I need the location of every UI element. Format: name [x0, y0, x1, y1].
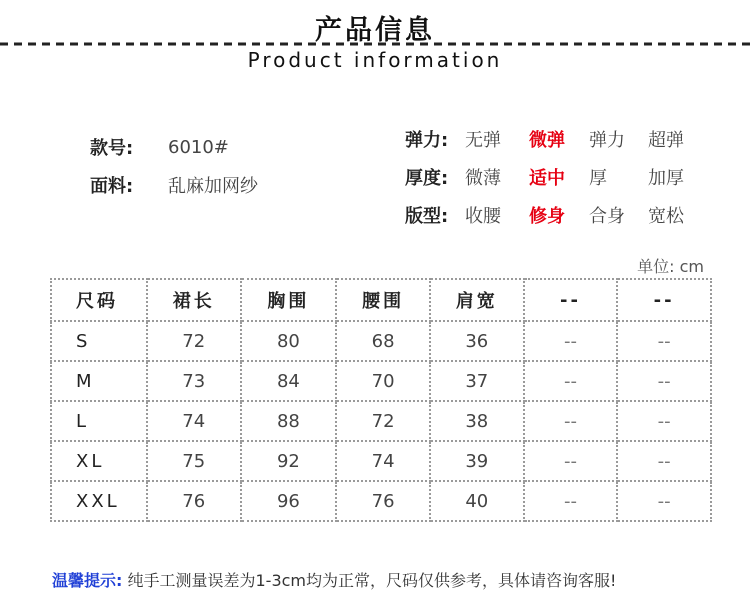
table-header-cell: 裙长 — [147, 279, 241, 321]
table-row — [51, 441, 711, 481]
thickness-option: 厚 — [589, 168, 607, 189]
table-cell: -- — [617, 441, 711, 481]
thickness-option: 加厚 — [648, 168, 684, 189]
table-cell: -- — [524, 401, 618, 441]
table-cell: 92 — [241, 441, 337, 481]
elasticity-option: 无弹 — [465, 130, 501, 151]
table-cell: S — [51, 321, 147, 361]
table-row — [51, 481, 711, 521]
table-cell: -- — [617, 321, 711, 361]
page-subtitle: Product information — [247, 48, 503, 72]
elasticity-option: 弹力 — [589, 130, 625, 151]
table-cell: 38 — [430, 401, 524, 441]
table-cell: 36 — [430, 321, 524, 361]
table-cell: 72 — [147, 321, 241, 361]
table-cell: -- — [524, 361, 618, 401]
size-table — [50, 278, 712, 522]
table-header-cell: 腰围 — [336, 279, 430, 321]
table-cell: 74 — [336, 441, 430, 481]
table-cell: 75 — [147, 441, 241, 481]
table-header-cell: -- — [617, 279, 711, 321]
fit-label: 版型: — [405, 206, 449, 227]
table-cell: XXL — [51, 481, 147, 521]
thickness-option: 微薄 — [465, 168, 501, 189]
tip-label: 温馨提示: — [52, 571, 123, 590]
model-row — [90, 128, 258, 166]
model-value: 6010# — [168, 136, 229, 158]
unit-label: 单位: cm — [637, 257, 704, 276]
table-cell: 76 — [336, 481, 430, 521]
table-cell: -- — [524, 321, 618, 361]
fit-option: 收腰 — [465, 206, 501, 227]
table-header-cell: 肩宽 — [430, 279, 524, 321]
table-cell: 88 — [241, 401, 337, 441]
table-cell: 84 — [241, 361, 337, 401]
table-cell: M — [51, 361, 147, 401]
table-cell: 73 — [147, 361, 241, 401]
table-cell: 96 — [241, 481, 337, 521]
fit-option: 合身 — [589, 206, 625, 227]
tip-note — [52, 568, 616, 591]
table-header-cell: 胸围 — [241, 279, 337, 321]
page-title: 产品信息 — [315, 15, 435, 46]
fit-option: 宽松 — [648, 206, 684, 227]
fit-option-selected: 修身 — [529, 206, 565, 227]
table-cell: -- — [524, 441, 618, 481]
table-header-cell: -- — [524, 279, 618, 321]
fabric-value: 乱麻加网纱 — [168, 176, 258, 197]
model-label: 款号: — [90, 138, 134, 159]
thickness-option-selected: 适中 — [529, 168, 565, 189]
table-cell: 76 — [147, 481, 241, 521]
elasticity-option-selected: 微弹 — [529, 130, 565, 151]
fabric-row — [90, 166, 258, 204]
table-cell: L — [51, 401, 147, 441]
fit-row — [405, 196, 684, 234]
table-row — [51, 401, 711, 441]
table-cell: 74 — [147, 401, 241, 441]
table-cell: 80 — [241, 321, 337, 361]
table-row — [51, 321, 711, 361]
table-cell: 70 — [336, 361, 430, 401]
elasticity-option: 超弹 — [648, 130, 684, 151]
product-attributes — [405, 120, 684, 234]
decorative-dashed-line — [0, 42, 750, 46]
table-cell: -- — [524, 481, 618, 521]
elasticity-label: 弹力: — [405, 130, 449, 151]
table-cell: -- — [617, 401, 711, 441]
table-cell: 37 — [430, 361, 524, 401]
thickness-label: 厚度: — [405, 168, 449, 189]
table-header-row — [51, 279, 711, 321]
tip-text: 纯手工测量误差为1-3cm均为正常，尺码仅供参考，具体请咨询客服! — [127, 571, 617, 590]
table-cell: 39 — [430, 441, 524, 481]
product-basic-info — [90, 128, 258, 204]
table-cell: -- — [617, 481, 711, 521]
table-cell: -- — [617, 361, 711, 401]
table-row — [51, 361, 711, 401]
table-cell: 68 — [336, 321, 430, 361]
thickness-row — [405, 158, 684, 196]
table-header-cell: 尺码 — [51, 279, 147, 321]
fabric-label: 面料: — [90, 176, 134, 197]
table-cell: 40 — [430, 481, 524, 521]
table-cell: XL — [51, 441, 147, 481]
table-cell: 72 — [336, 401, 430, 441]
elasticity-row — [405, 120, 684, 158]
